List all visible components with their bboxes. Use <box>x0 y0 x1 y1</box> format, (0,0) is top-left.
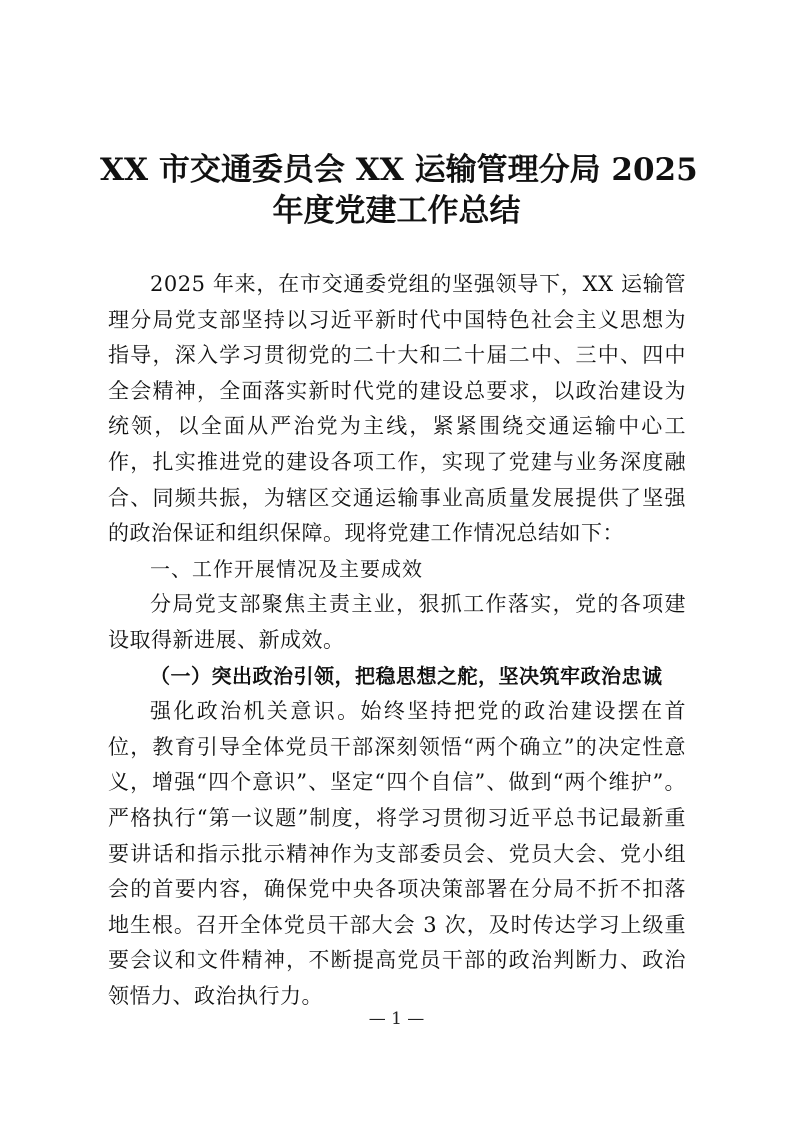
subsection-1-paragraph: 强化政治机关意识。始终坚持把党的政治建设摆在首位，教育引导全体党员干部深刻领悟“两个确立”的决定性意义，增强“四个意识”、坚定“四个自信”、做到“两个维护”。严格执行“第一议题”制度，将学习贯彻习近平总书记最新重要讲话和指示批示精神作为支部委员会、党员大会、党小组会的首要内容，确保党中央各项决策部署在分局不折不扣落地生根。召开全体党员干部大会 3 次，及时传达学习上级重要会议和文件精神，不断提高党员干部的政治判断力、政治领悟力、政治执行力。 <box>108 699 686 1008</box>
intro-paragraph: 2025 年来，在市交通委党组的坚强领导下，XX 运输管理分局党支部坚持以习近平新时代中国特色社会主义思想为指导，深入学习贯彻党的二十大和二十届二中、三中、四中全会精神，全面落实新时代党的建设总要求，以政治建设为统领，以全面从严治党为主线，紧紧围绕交通运输中心工作，扎实推进党的建设各项工作，实现了党建与业务深度融合、同频共振，为辖区交通运输事业高质量发展提供了坚强的政治保证和组织保障。现将党建工作情况总结如下： <box>108 272 686 546</box>
document-title-line-1: XX 市交通委员会 XX 运输管理分局 2025 <box>100 152 698 188</box>
subsection-heading-1: （一）突出政治引领，把稳思想之舵，坚决筑牢政治忠诚 <box>150 663 663 688</box>
section-1-paragraph: 分局党支部聚焦主责主业，狠抓工作落实，党的各项建设取得新进展、新成效。 <box>108 592 686 652</box>
document-body <box>108 267 686 1014</box>
section-heading-1: 一、工作开展情况及主要成效 <box>150 556 423 581</box>
document-title-line-2: 年度党建工作总结 <box>272 193 521 229</box>
page-number: — 1 — <box>368 1009 425 1029</box>
